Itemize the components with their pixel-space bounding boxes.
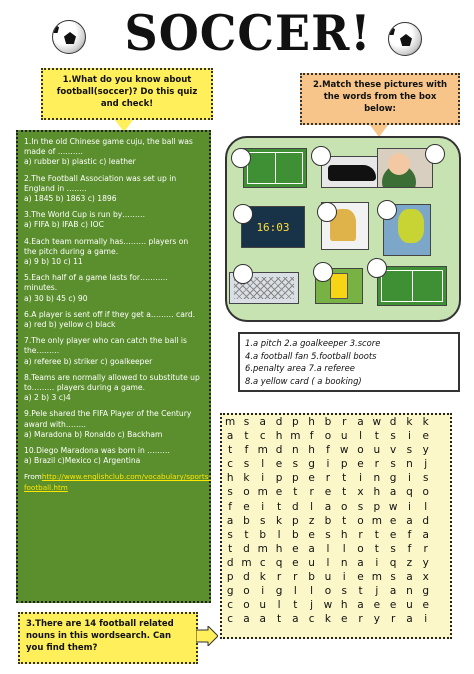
wordsearch-letter[interactable]: o — [243, 585, 250, 598]
wordsearch-letter[interactable]: h — [308, 444, 315, 457]
wordsearch-letter[interactable]: h — [226, 472, 234, 485]
wordsearch-letter[interactable]: u — [340, 430, 348, 443]
wordsearch-letter[interactable]: u — [373, 444, 381, 457]
wordsearch-letter[interactable]: a — [292, 613, 299, 626]
vocabulary-line: 8.a yellow card ( a booking) — [245, 375, 362, 386]
wordsearch-letter[interactable]: a — [324, 500, 332, 513]
wordsearch-letter[interactable]: s — [227, 528, 233, 541]
wordsearch-letter[interactable]: p — [292, 472, 299, 485]
wordsearch-letter[interactable]: m — [290, 430, 301, 443]
wordsearch-letter[interactable]: l — [326, 556, 330, 569]
wordsearch-letter[interactable]: t — [358, 585, 363, 598]
wordsearch-row — [222, 443, 450, 457]
wordsearch-letter[interactable]: t — [374, 430, 379, 443]
answer-circle-2[interactable] — [311, 146, 331, 166]
wordsearch-letter[interactable]: a — [357, 416, 364, 428]
quiz-panel — [16, 130, 211, 603]
wordsearch-letter[interactable]: d — [292, 500, 299, 513]
wordsearch-row — [222, 556, 450, 570]
answer-circle-9[interactable] — [367, 258, 387, 278]
wordsearch-letter[interactable]: b — [292, 528, 299, 541]
quiz-question-5: 5.Each half of a game lasts for……….. minutes. a) 30 b) 45 c) 90 — [24, 273, 168, 303]
wordsearch-letter[interactable]: o — [357, 542, 364, 555]
quiz-question-10: 10.Diego Maradona was born in ……… a) Brazil c)Mexico c) Argentina — [24, 446, 170, 466]
wordsearch-letter[interactable]: d — [243, 571, 250, 584]
wordsearch-letter[interactable]: m — [241, 556, 252, 569]
wordsearch-letter[interactable]: k — [275, 514, 283, 527]
wordsearch-letter[interactable]: c — [227, 613, 234, 626]
wordsearch-letter[interactable]: m — [257, 486, 268, 499]
wordsearch-letter[interactable]: j — [375, 585, 379, 598]
wordsearch-letter[interactable]: f — [228, 500, 232, 513]
wordsearch-letter[interactable]: t — [342, 472, 347, 485]
wordsearch-letter[interactable]: u — [308, 556, 315, 569]
source-link[interactable]: http://www.englishclub.com/vocabulary/sports-football.htm — [24, 472, 212, 492]
wordsearch-letter[interactable]: z — [308, 514, 315, 527]
wordsearch-letter[interactable]: i — [407, 430, 411, 443]
wordsearch-letter[interactable]: s — [357, 500, 364, 513]
wordsearch-letter[interactable]: e — [275, 486, 283, 499]
wordsearch-letter[interactable]: b — [324, 514, 332, 527]
wordsearch-letter[interactable]: r — [390, 613, 396, 626]
wordsearch-letter[interactable]: a — [389, 486, 397, 499]
scoreboard-picture: 16:03 — [241, 206, 305, 248]
wordsearch-letter[interactable]: x — [357, 486, 364, 499]
wordsearch-letter[interactable]: a — [226, 430, 234, 443]
source-line: Fromhttp://www.englishclub.com/vocabulary/sports-football.htm — [24, 472, 212, 492]
wordsearch-letter[interactable]: i — [407, 500, 411, 513]
wordsearch-letter[interactable]: l — [342, 542, 346, 555]
wordsearch-letter[interactable]: i — [261, 585, 265, 598]
wordsearch-letter[interactable]: f — [309, 430, 314, 443]
wordsearch-letter[interactable]: a — [259, 416, 266, 428]
wordsearch-letter[interactable]: n — [406, 458, 413, 471]
wordsearch-letter[interactable]: m — [257, 542, 268, 555]
wordsearch-letter[interactable]: w — [339, 444, 349, 457]
wordsearch-letter[interactable]: e — [340, 613, 348, 626]
wordsearch-letter[interactable]: o — [357, 514, 364, 527]
wordsearch-letter[interactable]: e — [292, 542, 299, 555]
wordsearch-letter[interactable]: l — [261, 458, 265, 471]
wordsearch-letter[interactable]: g — [275, 585, 283, 598]
wordsearch-letter[interactable]: u — [259, 599, 267, 612]
wordsearch-row — [222, 514, 450, 528]
wordsearch-letter[interactable]: m — [225, 416, 236, 428]
wordsearch-letter[interactable]: o — [341, 500, 348, 513]
wordsearch-row — [222, 457, 450, 471]
wordsearch-letter[interactable]: a — [357, 556, 364, 569]
wordsearch-letter[interactable]: i — [261, 472, 265, 485]
wordsearch-letter[interactable]: y — [422, 556, 429, 569]
wordsearch-letter[interactable]: h — [373, 486, 381, 499]
wordsearch-row — [222, 415, 450, 429]
wordsearch-letter[interactable]: j — [424, 458, 428, 471]
wordsearch-letter[interactable]: u — [406, 599, 413, 612]
wordsearch-letter[interactable]: d — [275, 444, 283, 457]
wordsearch-letter[interactable]: a — [308, 542, 315, 555]
wordsearch-letter[interactable]: q — [275, 556, 283, 569]
wordsearch-letter[interactable]: h — [340, 528, 348, 541]
wordsearch-letter[interactable]: i — [261, 500, 265, 513]
wordsearch-letter[interactable]: n — [406, 585, 413, 598]
wordsearch-letter[interactable]: t — [276, 613, 282, 626]
vocabulary-line: 4.a football fan 5.football boots — [245, 350, 377, 361]
wordsearch-row — [222, 528, 450, 542]
wordsearch-letter[interactable]: s — [243, 416, 250, 428]
wordsearch-letter[interactable]: d — [422, 514, 430, 527]
wordsearch-letter[interactable]: k — [406, 416, 413, 428]
answer-circle-3[interactable] — [425, 144, 445, 164]
wordsearch-letter[interactable]: k — [422, 416, 429, 428]
wordsearch-row — [222, 612, 450, 626]
wordsearch-letter[interactable]: c — [308, 613, 315, 626]
wordsearch-letter[interactable]: s — [422, 472, 429, 485]
vocabulary-line: 1.a pitch 2.a goalkeeper 3.score — [245, 338, 381, 348]
wordsearch-letter[interactable]: i — [424, 613, 428, 626]
wordsearch-letter[interactable]: l — [293, 585, 297, 598]
wordsearch-letter[interactable]: d — [226, 556, 234, 569]
wordsearch-letter[interactable]: e — [373, 599, 381, 612]
wordsearch-letter[interactable]: l — [310, 585, 314, 598]
wordsearch-letter[interactable]: e — [308, 528, 315, 541]
wordsearch-letter[interactable]: k — [259, 571, 266, 584]
wordsearch-letter[interactable]: o — [243, 599, 250, 612]
answer-circle-4[interactable] — [233, 204, 253, 224]
wordsearch-letter[interactable]: x — [422, 571, 429, 584]
wordsearch-letter[interactable]: s — [260, 514, 266, 527]
wordsearch-letter[interactable]: t — [374, 542, 379, 555]
wordsearch-letter[interactable]: o — [357, 444, 364, 457]
quiz-question-6: 6.A player is sent off if they get a……… card. a) red b) yellow c) black — [24, 309, 196, 330]
wordsearch-letter[interactable]: p — [340, 458, 348, 471]
wordsearch-letter[interactable]: s — [390, 430, 396, 443]
wordsearch-letter[interactable]: t — [293, 599, 298, 612]
wordsearch-letter[interactable]: f — [407, 542, 412, 555]
wordsearch-letter[interactable]: s — [390, 542, 396, 555]
wordsearch-letter[interactable]: e — [243, 500, 250, 513]
wordsearch-letter[interactable]: c — [259, 556, 266, 569]
wordsearch-letter[interactable]: j — [310, 599, 314, 612]
wordsearch-letter[interactable]: e — [422, 430, 429, 443]
vocabulary-line: 6.penalty area 7.a referee — [245, 363, 355, 373]
wordsearch-letter[interactable]: e — [292, 556, 299, 569]
wordsearch-letter[interactable]: t — [342, 486, 347, 499]
answer-circle-7[interactable] — [233, 264, 253, 284]
wordsearch-letter[interactable]: e — [357, 458, 364, 471]
wordsearch-letter[interactable]: c — [227, 458, 234, 471]
wordsearch-letter[interactable]: g — [308, 458, 315, 471]
wordsearch-row — [222, 598, 450, 612]
wordsearch-letter[interactable]: s — [390, 458, 396, 471]
wordsearch-letter[interactable]: r — [358, 528, 363, 541]
wordsearch-letter[interactable]: c — [259, 430, 266, 443]
answer-circle-1[interactable] — [231, 148, 251, 168]
wordsearch-row — [222, 485, 450, 499]
soccer-ball-icon-right — [388, 22, 422, 56]
wordsearch-letter[interactable]: n — [292, 444, 299, 457]
wordsearch-letter[interactable]: t — [228, 542, 233, 555]
wordsearch-letter[interactable]: o — [243, 486, 250, 499]
wordsearch-letter[interactable]: g — [422, 585, 430, 598]
page-title: SOCCER! — [124, 4, 372, 62]
wordsearch-letter[interactable]: l — [277, 528, 281, 541]
wordsearch-letter[interactable]: t — [293, 486, 298, 499]
wordsearch-letter[interactable]: a — [243, 613, 250, 626]
wordsearch-letter[interactable]: f — [244, 444, 249, 457]
wordsearch-letter[interactable]: h — [275, 542, 283, 555]
wordsearch-letter[interactable]: e — [389, 528, 397, 541]
quiz-question-4: 4.Each team normally has……… players on the pitch during a game. a) 9 b) 10 c) 11 — [24, 236, 189, 267]
wordsearch-letter[interactable]: t — [244, 430, 249, 443]
quiz-question-3: 3.The World Cup is run by……… a) FIFA b) IFAB c) IOC — [24, 210, 146, 230]
quiz-question-2: 2.The Football Association was set up in England in …….. a) 1845 b) 1863 c) 1896 — [24, 173, 177, 204]
wordsearch-letter[interactable]: f — [326, 444, 330, 457]
wordsearch-letter[interactable]: r — [423, 542, 428, 555]
wordsearch-letter[interactable]: u — [324, 571, 332, 584]
wordsearch-letter[interactable]: m — [371, 571, 382, 584]
wordsearch-letter[interactable]: a — [406, 613, 413, 626]
wordsearch-row — [222, 542, 450, 556]
wordsearch-letter[interactable]: s — [243, 458, 250, 471]
wordsearch-letter[interactable]: t — [374, 528, 379, 541]
wordsearch-letter[interactable]: a — [406, 571, 413, 584]
wordsearch-letter[interactable]: e — [324, 486, 332, 499]
quiz-question-9: 9.Pele shared the FIFA Player of the Century award with…….. a) Maradona b) Ronaldo c) Backham — [24, 409, 192, 439]
wordsearch-letter[interactable]: p — [275, 472, 283, 485]
wordsearch-letter[interactable]: a — [422, 528, 429, 541]
wordsearch-letter[interactable]: z — [406, 556, 413, 569]
wordsearch-letter[interactable]: g — [389, 472, 397, 485]
wordsearch-letter[interactable]: k — [243, 472, 250, 485]
quiz-question-1: 1.In the old Chinese game cuju, the ball was made of ………. a) rubber b) plastic c) leather — [24, 137, 193, 167]
answer-circle-8[interactable] — [313, 262, 333, 282]
wordsearch-letter[interactable]: r — [276, 571, 282, 584]
wordsearch-letter[interactable]: b — [259, 528, 267, 541]
wordsearch-instruction: 3.There are 14 football related nouns in this wordsearch. Can you find them? — [18, 612, 198, 664]
wordsearch-letter[interactable]: e — [275, 458, 283, 471]
answer-circle-5[interactable] — [317, 202, 337, 222]
wordsearch-letter[interactable]: a — [226, 514, 234, 527]
wordsearch-arrow-icon — [196, 626, 218, 646]
wordsearch-row — [222, 429, 450, 443]
wordsearch-letter[interactable]: m — [257, 444, 268, 457]
wordsearch-letter[interactable]: e — [389, 514, 397, 527]
wordsearch-letter[interactable]: w — [323, 599, 333, 612]
wordsearch-letter[interactable]: d — [243, 542, 250, 555]
wordsearch-letter[interactable]: l — [310, 500, 314, 513]
wordsearch-letter[interactable]: t — [276, 500, 282, 513]
wordsearch-letter[interactable]: s — [227, 486, 233, 499]
wordsearch-letter[interactable]: n — [373, 472, 381, 485]
wordsearch-letter[interactable]: r — [325, 472, 331, 485]
wordsearch-letter[interactable]: a — [406, 514, 413, 527]
penalty-area-picture — [377, 266, 447, 306]
wordsearch-letter[interactable]: s — [325, 528, 331, 541]
wordsearch-letter[interactable]: c — [227, 599, 234, 612]
wordsearch-letter[interactable]: l — [326, 542, 330, 555]
wordsearch-letter[interactable]: d — [389, 416, 397, 428]
wordsearch-letter[interactable]: o — [324, 585, 332, 598]
wordsearch-letter[interactable]: h — [308, 416, 315, 428]
wordsearch-letter[interactable]: p — [226, 571, 234, 584]
wordsearch-letter[interactable]: q — [389, 556, 397, 569]
wordsearch-letter[interactable]: a — [259, 613, 266, 626]
wordsearch-letter[interactable]: y — [373, 613, 380, 626]
wordsearch-letter[interactable]: i — [326, 458, 330, 471]
wordsearch-letter[interactable]: i — [342, 571, 346, 584]
wordsearch-letter[interactable]: y — [422, 444, 429, 457]
wordsearch-letter[interactable]: f — [407, 528, 412, 541]
vocabulary-box — [238, 332, 460, 392]
wordsearch-letter[interactable]: v — [390, 444, 397, 457]
pitch-picture — [243, 148, 307, 188]
wordsearch-letter[interactable]: e — [308, 472, 315, 485]
wordsearch-letter[interactable]: s — [406, 444, 413, 457]
wordsearch-letter[interactable]: i — [375, 556, 379, 569]
wordsearch-letter[interactable]: b — [308, 571, 315, 584]
wordsearch-letter[interactable]: k — [324, 613, 331, 626]
wordsearch-letter[interactable]: i — [407, 472, 411, 485]
wordsearch-letter[interactable]: l — [359, 430, 362, 443]
wordsearch-letter[interactable]: w — [372, 416, 382, 428]
wordsearch-row — [222, 570, 450, 584]
wordsearch-letter[interactable]: a — [357, 599, 364, 612]
wordsearch-letter[interactable]: w — [388, 500, 398, 513]
wordsearch-letter[interactable]: i — [359, 472, 362, 485]
wordsearch-letter[interactable]: d — [275, 416, 283, 428]
quiz-question-8: 8.Teams are normally allowed to substitute up to……… players during a game. a) 2 b) 3 c)4 — [24, 372, 200, 403]
wordsearch-letter[interactable]: b — [243, 514, 250, 527]
wordsearch-letter[interactable]: p — [292, 514, 299, 527]
quiz-question-7: 7.The only player who can catch the ball is the……… a) referee b) striker c) goalkeeper — [24, 336, 187, 366]
wordsearch-letter[interactable]: m — [371, 514, 382, 527]
wordsearch-letter[interactable]: r — [358, 613, 363, 626]
wordsearch-letter[interactable]: g — [226, 585, 234, 598]
soccer-ball-icon-left — [52, 20, 86, 54]
wordsearch-letter[interactable]: r — [309, 486, 314, 499]
wordsearch-letter[interactable]: t — [244, 528, 249, 541]
wordsearch-letter[interactable]: o — [422, 486, 429, 499]
wordsearch-letter[interactable]: t — [228, 444, 233, 457]
wordsearch-letter[interactable]: h — [275, 430, 283, 443]
wordsearch-letter[interactable]: l — [424, 500, 428, 513]
wordsearch-letter[interactable]: p — [373, 500, 381, 513]
wordsearch-row — [222, 471, 450, 485]
wordsearch-letter[interactable]: s — [341, 585, 347, 598]
wordsearch-letter[interactable]: s — [292, 458, 299, 471]
wordsearch-letter[interactable]: t — [342, 514, 347, 527]
wordsearch-letter[interactable]: b — [324, 416, 332, 428]
wordsearch-grid — [220, 413, 452, 639]
wordsearch-letter[interactable]: a — [389, 585, 397, 598]
wordsearch-letter[interactable]: q — [406, 486, 413, 499]
wordsearch-letter[interactable]: l — [277, 599, 281, 612]
wordsearch-letter[interactable]: r — [374, 458, 379, 471]
wordsearch-letter[interactable]: n — [340, 556, 348, 569]
wordsearch-letter[interactable]: r — [293, 571, 298, 584]
wordsearch-letter[interactable]: p — [292, 416, 299, 428]
answer-circle-6[interactable] — [377, 200, 397, 220]
wordsearch-row — [222, 584, 450, 598]
wordsearch-letter[interactable]: e — [357, 571, 364, 584]
match-instruction: 2.Match these pictures with the words from the box below: — [300, 73, 460, 125]
wordsearch-letter[interactable]: e — [422, 599, 429, 612]
picture-match-panel — [225, 136, 461, 322]
wordsearch-letter[interactable]: s — [390, 571, 396, 584]
quiz-instruction: 1.What do you know about football(soccer)? Do this quiz and check! — [41, 68, 213, 120]
wordsearch-row — [222, 500, 450, 514]
wordsearch-letter[interactable]: o — [324, 430, 332, 443]
wordsearch-letter[interactable]: r — [342, 416, 347, 428]
wordsearch-letter[interactable]: e — [389, 599, 397, 612]
wordsearch-letter[interactable]: h — [340, 599, 348, 612]
